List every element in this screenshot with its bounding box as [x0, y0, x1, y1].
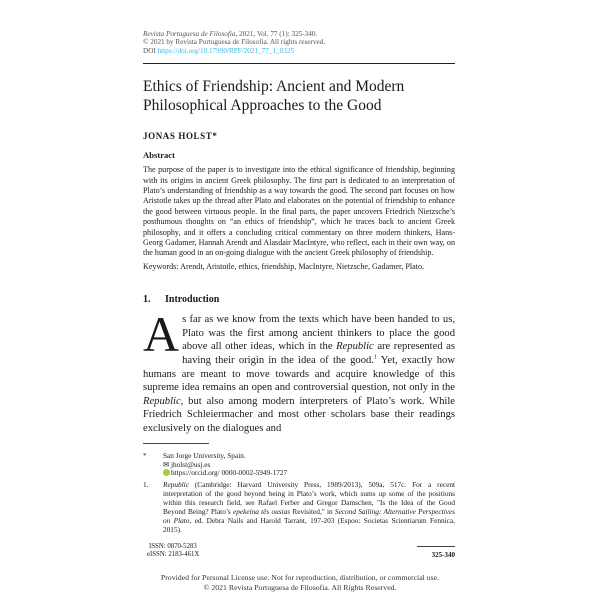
- issn-block: [147, 543, 199, 559]
- page-range-box: [417, 546, 455, 559]
- fn-span: Revisited," in: [290, 507, 335, 517]
- header-rule: [143, 63, 455, 64]
- fn-italic: epekeina tês ousias: [232, 507, 291, 517]
- body-span: are represented as having their origin in the idea of the good.: [182, 341, 455, 367]
- abstract-text: The purpose of the paper is to investigate into the ethical significance of friendship, beginning with its origins in ancient Greek philosophy. The first part is dedicated to an interpretation of Plato’s understanding of friendship as a way towards the good. The second part focuses on how Aristotle takes up the thread after Plato and elaborates on the potential of friendship to enhance the good between virtuous people. In the final parts, the paper uncovers Friedrich Nietzsche’s posthumous thoughts on “an ethics of friendship”, which he traces back to ancient Greek philosophy, and it offers a concluding critical commentary on three modern thinkers, Hans-Georg Gadamer, Hannah Arendt and Alasdair MacIntyre, who reflect, each in their own way, on the human good in an on-going dialogue with the ancient Greek philosophy of friendship.: [143, 165, 455, 258]
- running-header: [143, 30, 455, 55]
- page-rule: [417, 546, 455, 547]
- copyright: © 2021 by Revista Portuguesa de Filosofia. All rights reserved.: [143, 38, 326, 47]
- affiliation: San Jorge University, Spain.: [163, 450, 246, 460]
- body-span: Yet, exactly how humans are meant to move towards and acquire knowledge of this supreme idea remains an open and controversial question, not only in the: [143, 355, 455, 394]
- body-italic: Republic: [336, 341, 374, 353]
- footnote-rule: [143, 443, 209, 444]
- body-span: , but also among modern interpreters of Plato’s work. While Friedrich Schleiermacher and most other scholars base their readings exclusively on the dialogues and: [143, 395, 455, 435]
- eissn: eISSN: 2183-461X: [147, 550, 200, 558]
- abstract-heading: Abstract: [143, 150, 175, 161]
- drop-cap: A: [143, 306, 180, 363]
- body-text: [143, 306, 455, 435]
- orcid-link[interactable]: https://orcid.org/ 0000-0002-5949-1727: [171, 468, 288, 478]
- section-title: Introduction: [165, 294, 220, 306]
- paper-title: Ethics of Friendship: Ancient and Modern Philosophical Approaches to the Good: [143, 78, 405, 115]
- fn-span: (Cambridge: Harvard University Press, 1989/2013), 509a, 517c. For a recent interpretation of the good beyond being in Plato’s work, which sums up some of the positions within this research field, see Rafael Ferber and Gregor Damschen, "Is the Idea of the Good Beyond Being? Plato’s: [163, 480, 455, 517]
- fn-italic: Second Sailing: Alternative Perspectives on Plato: [163, 507, 455, 525]
- page-bottom: [143, 543, 455, 559]
- license-footer: [0, 573, 600, 600]
- section-number: 1.: [143, 294, 151, 306]
- keywords: Keywords: Arendt, Aristotle, ethics, friendship, MacIntyre, Nietzsche, Gadamer, Plato.: [143, 261, 425, 271]
- page-column: [143, 0, 455, 559]
- footer-line: Provided for Personal License use. Not for reproduction, distribution, or commercial use.: [160, 573, 440, 583]
- doi-label: DOI: [143, 46, 156, 55]
- fn-span: , ed. Debra Nails and Harold Tarrant, 197-203 (Espoo: Societas Scientiarum Fennica, 2015).: [163, 515, 455, 534]
- fn-italic: Republic: [163, 480, 189, 490]
- author: JONAS HOLST*: [143, 131, 218, 142]
- body-span: s far as we know from the texts which have been handed to us, Plato was the first among ancient thinkers to place the good above all other ideas, which in the: [182, 314, 455, 353]
- section-heading: [143, 294, 455, 306]
- citation: , 2021, Vol. 77 (1): 325-340.: [235, 30, 318, 38]
- body-italic: Republic: [143, 395, 181, 407]
- footnote-author: [143, 452, 455, 479]
- footnote-mark: *: [143, 450, 147, 460]
- journal-name: Revista Portuguesa de Filosofia: [143, 30, 236, 38]
- page-range: 325-340: [431, 551, 455, 560]
- doi-link[interactable]: https://doi.org/10.17990/RPF/2021_77_1_0325: [157, 46, 295, 55]
- orcid-icon: [163, 469, 170, 476]
- footer-line: © 2021 Revista Portuguesa de Filosofia. All Rights Reserved.: [203, 582, 397, 592]
- footnote-1: [143, 481, 455, 534]
- footnote-ref: 1: [373, 354, 377, 361]
- email: ✉ jholst@usj.es: [163, 459, 211, 469]
- footnote-mark: 1.: [143, 480, 149, 490]
- issn: ISSN: 0870-5283: [149, 542, 197, 550]
